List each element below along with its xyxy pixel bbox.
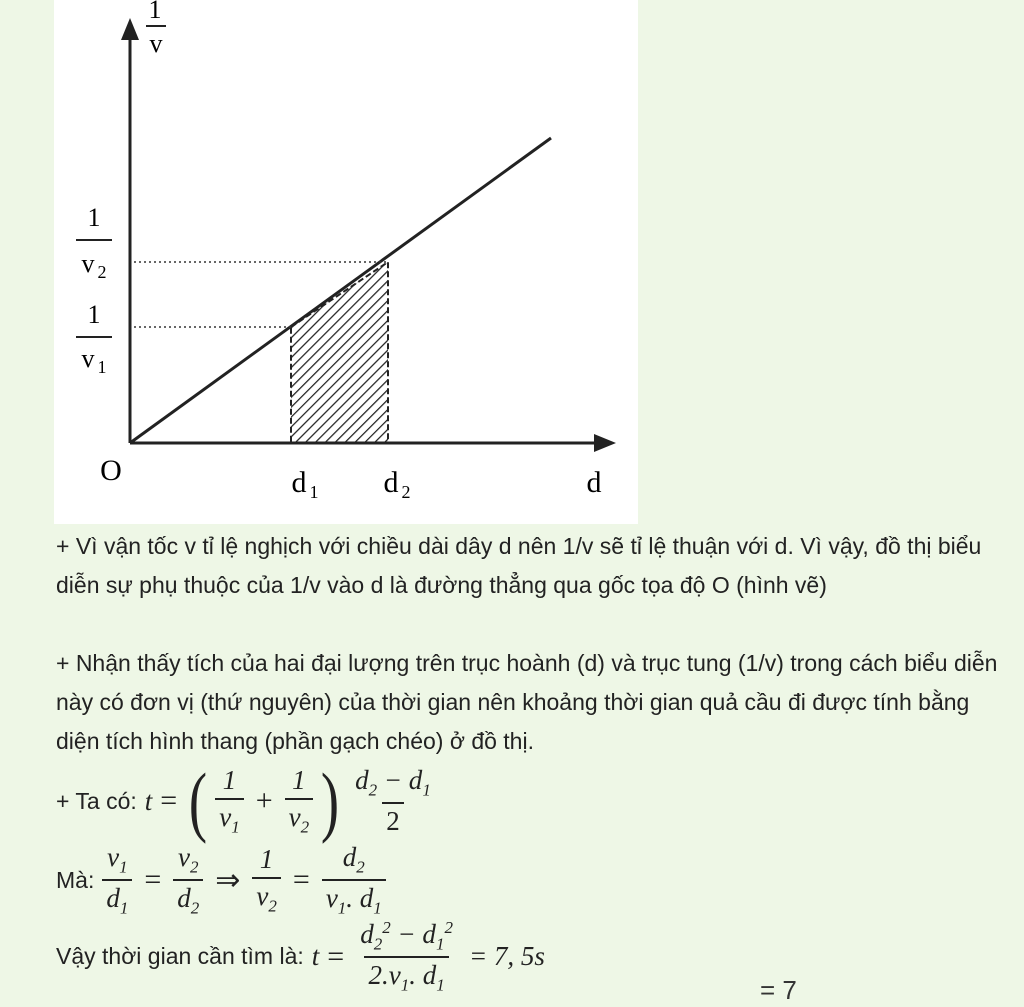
formula-3-prefix: Vậy thời gian cần tìm là:: [56, 943, 304, 970]
paragraph-2-text: + Nhận thấy tích của hai đại lượng trên trục hoành (d) và trục tung (1/v) trong cách biểu diễn này có đơn vị (thứ nguyên) của thời gian nên khoảng thời gian quả cầu đi được tính bằng diện tích hình thang (phần gạch chéo) ở đồ thị.: [56, 650, 998, 754]
paragraph-2: [56, 644, 1006, 761]
paragraph-1-text: + Vì vận tốc v tỉ lệ nghịch với chiều dài dây d nên 1/v sẽ tỉ lệ thuận với d. Vì vậy, đồ thị biểu diễn sự phụ thuộc của 1/v vào d là đường thẳng qua gốc tọa độ O (hình vẽ): [56, 533, 982, 598]
cropped-artifact-text: = 7: [760, 975, 797, 1005]
tick-d1-sub: 1: [309, 482, 319, 502]
paragraph-1: [56, 527, 1006, 605]
tick-1v2-sub: 2: [97, 262, 107, 282]
formula-2-prefix: Mà:: [56, 866, 95, 893]
x-axis-label: d: [586, 466, 602, 499]
x-axis-arrow: [594, 434, 616, 452]
formula-1-prefix: + Ta có:: [56, 787, 137, 814]
tick-1v2-num: 1: [87, 203, 101, 232]
tick-d2-sub: 2: [401, 482, 411, 502]
y-axis-label-num: 1: [148, 0, 162, 24]
tick-1v1-num: 1: [87, 300, 101, 329]
formula-2: Mà: $\frac{v_1}{d_1}$ = $\frac{v_2}{d_2}$ ⇒ $\frac{1}{v_2}$ = $\frac{d_2}{v_1. d_1}$: [56, 842, 390, 919]
y-axis-label-den: v: [149, 29, 163, 58]
tick-d1: d: [291, 466, 307, 499]
formula-3: Vậy thời gian cần tìm là: t = $\frac{d_2^2 - d_1^2}{2.v_1. d_1}$ = 7, 5s: [56, 918, 545, 995]
formula-1: + Ta có: t = ( $\frac{1}{v_1}$ + $\frac{1}{v_2}$ ) $\frac{d_2 - d_1}{2}$: [56, 757, 431, 844]
shaded-trapezoid: [291, 262, 388, 443]
formula-3-result: = 7, 5s: [468, 941, 545, 972]
origin-label: O: [100, 454, 122, 487]
graph-figure: [54, 0, 638, 524]
graph-svg: [54, 0, 638, 524]
y-axis-arrow: [121, 18, 139, 40]
tick-1v1-den: v: [81, 344, 95, 373]
tick-1v1-sub: 1: [97, 357, 107, 377]
tick-d2: d: [383, 466, 399, 499]
tick-1v2-den: v: [81, 249, 95, 278]
